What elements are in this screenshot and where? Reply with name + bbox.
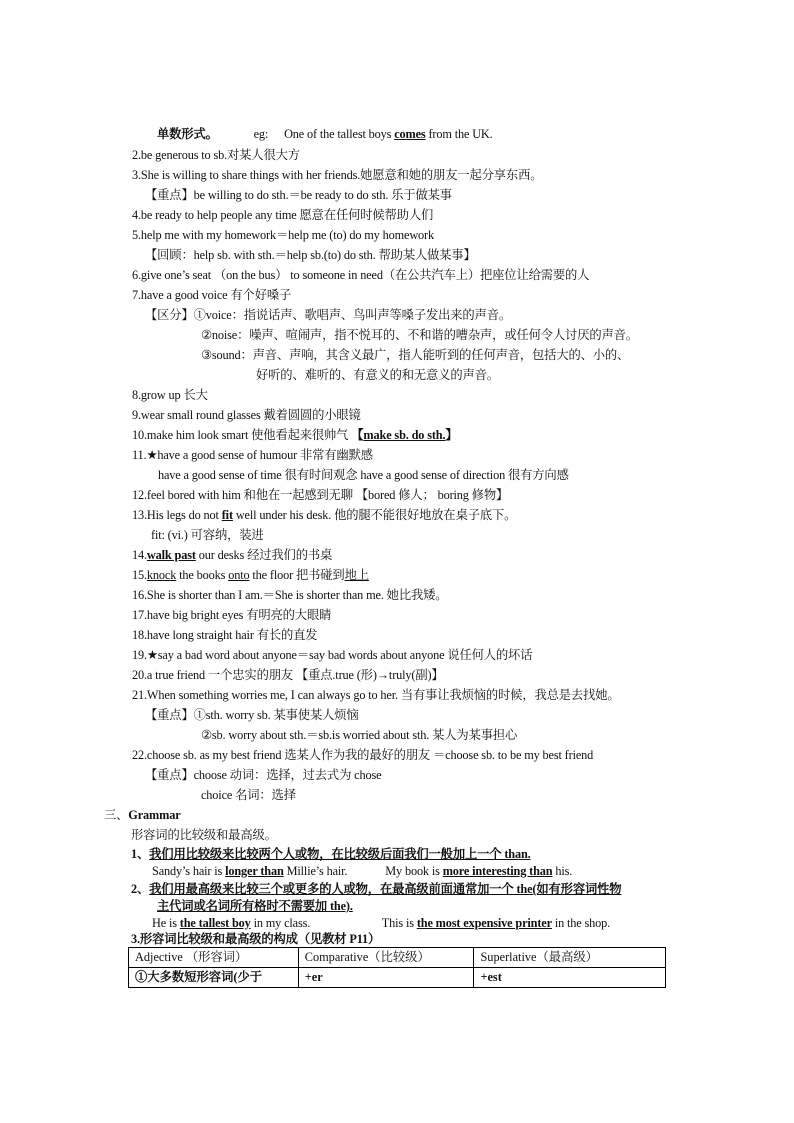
text-line: 【回顾：help sb. with sth.＝help sb.(to) do sth. 帮助某人做某事】 [145,248,476,262]
text-line: 【重点】be willing to do sth.＝be ready to do sth. 乐于做某事 [145,188,452,202]
text-line: 好听的、难听的、有意义的和无意义的声音。 [256,368,499,382]
text-line: 17.have big bright eyes 有明亮的大眼睛 [132,608,332,622]
text-line: 8.grow up 长大 [132,388,208,402]
text-line: 【重点】①sth. worry sb. 某事使某人烦恼 [145,708,359,722]
text-line: 20.a true friend 一个忠实的朋友 【重点.true (形)→truly(副)】 [132,668,444,682]
text-line: 14.walk past our desks 经过我们的书桌 [132,548,333,562]
text-line: 15.knock the books onto the floor 把书碰到地上 [132,568,369,582]
text-line: 19.★say a bad word about anyone＝say bad words about anyone 说任何人的坏话 [132,648,533,662]
text-line: fit: (vi.) 可容纳，装进 [151,528,264,542]
text-line: 5.help me with my homework＝help me (to) do my homework [132,228,435,242]
text-line: He is the tallest boy in my class. This is the most expensive printer in the shop. [152,916,611,930]
table-header-cell: Comparative（比较级） [298,948,474,968]
text-line: 16.She is shorter than I am.＝She is shorter than me. 她比我矮。 [132,588,448,602]
text-line: 2.be generous to sb.对某人很大方 [132,148,300,162]
text-line: ③sound：声音、声响，其含义最广，指人能听到的任何声音，包括大的、小的、 [201,348,630,362]
text-line: 主代词或名词所有格时不需要加 the). [157,899,353,913]
text-line: ②noise：噪声、喧闹声，指不悦耳的、不和谐的嘈杂声，或任何令人讨厌的声音。 [201,328,638,342]
text-line: 【重点】choose 动词：选择，过去式为 chose [145,768,382,782]
text-line: ②sb. worry about sth.＝sb.is worried about sth. 某人为某事担心 [201,728,518,742]
text-line: 3.She is willing to share things with her friends.她愿意和她的朋友一起分享东西。 [132,168,543,182]
table-row [129,968,666,988]
text-line: 11.★have a good sense of humour 非常有幽默感 [132,448,373,462]
text-line: 2、我们用最高级来比较三个或更多的人或物，在最高级前面通常加一个 the(如有形容词性物 [131,882,622,896]
table-header-cell: Adjective （形容词） [129,948,299,968]
text-line: choice 名词：选择 [201,788,296,802]
text-line: 10.make him look smart 使他看起来很帅气 【make sb. do sth.】 [132,428,458,442]
adjective-forms-table [128,947,666,988]
table-cell: +est [474,968,666,988]
text-line: 3.形容词比较级和最高级的构成（见教材 P11） [131,932,381,946]
text-line: 21.When something worries me, I can always go to her. 当有事让我烦恼的时候，我总是去找她。 [132,688,620,702]
table-header-row [129,948,666,968]
section-heading: 三、Grammar [104,808,181,822]
text-line: 4.be ready to help people any time 愿意在任何时候帮助人们 [132,208,434,222]
text-line: 9.wear small round glasses 戴着圆圆的小眼镜 [132,408,361,422]
text-line: 形容词的比较级和最高级。 [131,828,277,842]
text-line: 1、我们用比较级来比较两个人或物，在比较级后面我们一般加上一个 than. [131,847,531,861]
text-line: 7.have a good voice 有个好嗓子 [132,288,292,302]
text-line: 6.give one’s seat （on the bus） to someone in need（在公共汽车上）把座位让给需要的人 [132,268,590,282]
table-header-cell: Superlative（最高级） [474,948,666,968]
table-cell: ①大多数短形容词(少于 [129,968,299,988]
text-line: 单数形式。 eg: One of the tallest boys comes from the UK. [157,127,493,141]
text-line: 【区分】①voice：指说话声、歌唱声、鸟叫声等嗓子发出来的声音。 [145,308,511,322]
text-line: Sandy’s hair is longer than Millie’s hair. My book is more interesting than his. [152,864,573,878]
text-line: 18.have long straight hair 有长的直发 [132,628,318,642]
table-cell: +er [298,968,474,988]
text-line: 13.His legs do not fit well under his desk. 他的腿不能很好地放在桌子底下。 [132,508,517,522]
text-line: have a good sense of time 很有时间观念 have a good sense of direction 很有方向感 [158,468,569,482]
text-line: 22.choose sb. as my best friend 选某人作为我的最好的朋友 ＝choose sb. to be my best friend [132,748,594,762]
text-line: 12.feel bored with him 和他在一起感到无聊 【bored 修人； boring 修物】 [132,488,509,502]
